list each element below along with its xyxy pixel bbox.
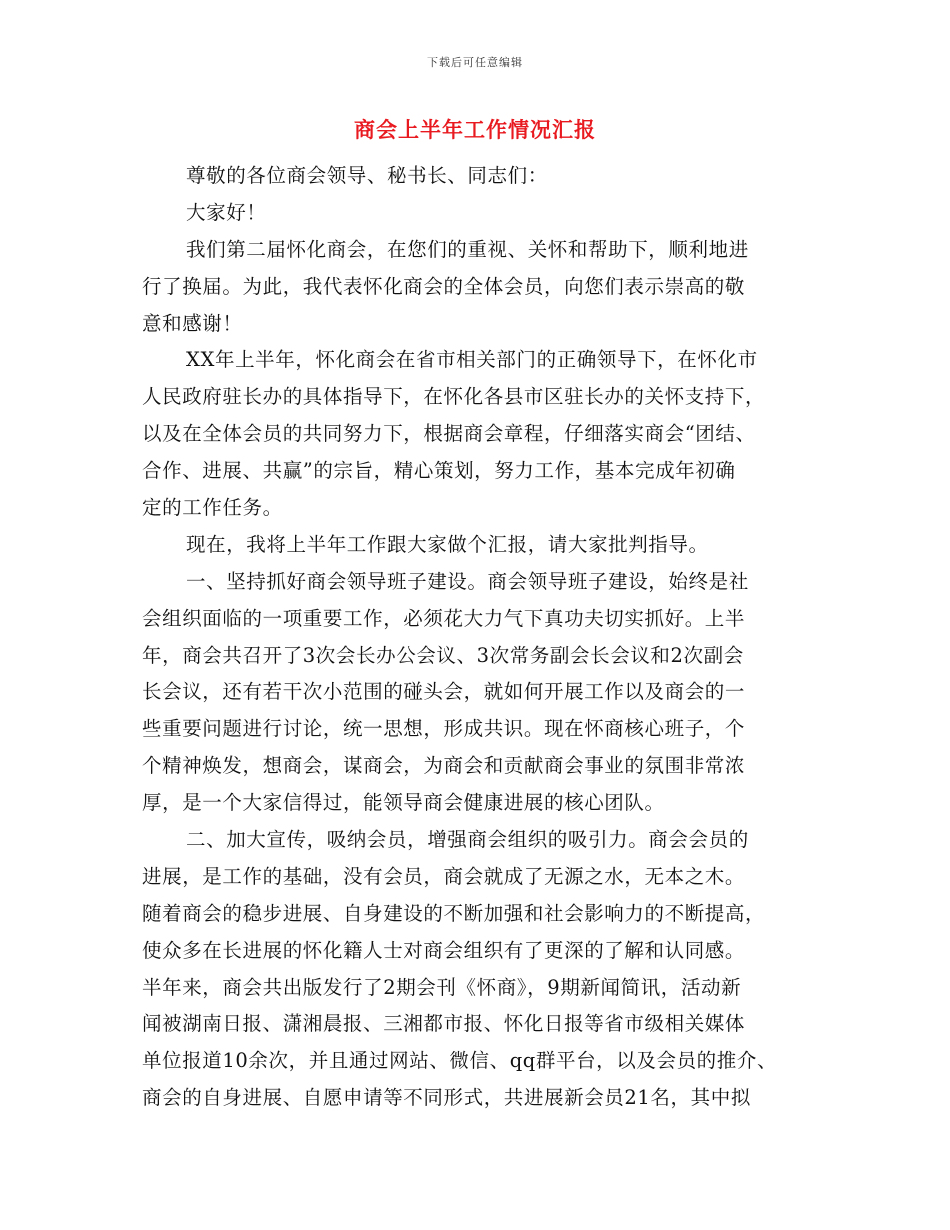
text-line: 些重要问题进行讨论，统一思想，形成共识。现在怀商核心班子，个 xyxy=(142,717,746,741)
text-line: 半年来，商会共出版发行了2期会刊《怀商》，9期新闻简讯，活动新 xyxy=(142,975,742,999)
text-line: 以及在全体会员的共同努力下，根据商会章程，仔细落实商会“团结、 xyxy=(142,422,756,446)
document-body xyxy=(142,158,814,1117)
text-line: 大家好！ xyxy=(186,200,267,224)
text-line: XX年上半年，怀化商会在省市相关部门的正确领导下，在怀化市 xyxy=(186,348,758,372)
text-line: 厚，是一个大家信得过，能领导商会健康进展的核心团队。 xyxy=(142,791,665,815)
header-note: 下载后可任意编辑 xyxy=(427,56,523,69)
text-line: 商会的自身进展、自愿申请等不同形式，共进展新会员21名，其中拟 xyxy=(142,1086,751,1110)
text-line: 使众多在长进展的怀化籍人士对商会组织有了更深的了解和认同感。 xyxy=(142,938,746,962)
text-line: 进展，是工作的基础，没有会员，商会就成了无源之水，无本之木。 xyxy=(142,864,746,888)
text-line: 尊敬的各位商会领导、秘书长、同志们： xyxy=(186,164,548,187)
text-line: 定的工作任务。 xyxy=(142,496,283,520)
text-line: 意和感谢！ xyxy=(142,311,243,335)
text-line: 我们第二届怀化商会，在您们的重视、关怀和帮助下，顺利地进 xyxy=(186,237,749,261)
text-line: 二、加大宣传，吸纳会员，增强商会组织的吸引力。商会会员的 xyxy=(186,828,749,852)
text-line: 单位报道10余次，并且通过网站、微信、qq群平台，以及会员的推介、 xyxy=(142,1049,778,1073)
text-line: 人民政府驻长办的具体指导下，在怀化各县市区驻长办的关怀支持下， xyxy=(142,385,766,409)
text-line: 随着商会的稳步进展、自身建设的不断加强和社会影响力的不断提高， xyxy=(142,901,766,925)
document-title: 商会上半年工作情况汇报 xyxy=(354,117,596,142)
text-line: 行了换届。为此，我代表怀化商会的全体会员，向您们表示崇高的敬 xyxy=(142,274,746,298)
text-line: 闻被湖南日报、潇湘晨报、三湘都市报、怀化日报等省市级相关媒体 xyxy=(142,1012,746,1036)
text-line: 个精神焕发，想商会，谋商会，为商会和贡献商会事业的氛围非常浓 xyxy=(142,754,746,778)
text-line: 一、坚持抓好商会领导班子建设。商会领导班子建设，始终是社 xyxy=(186,569,749,593)
text-line: 长会议，还有若干次小范围的碰头会，就如何开展工作以及商会的一 xyxy=(142,680,746,704)
text-line: 年，商会共召开了3次会长办公会议、3次常务副会长会议和2次副会 xyxy=(142,643,744,667)
text-line: 会组织面临的一项重要工作，必须花大力气下真功夫切实抓好。上半 xyxy=(142,606,746,630)
text-line: 合作、进展、共赢”的宗旨，精心策划，努力工作，基本完成年初确 xyxy=(142,459,736,483)
text-line: 现在，我将上半年工作跟大家做个汇报，请大家批判指导。 xyxy=(186,532,709,556)
